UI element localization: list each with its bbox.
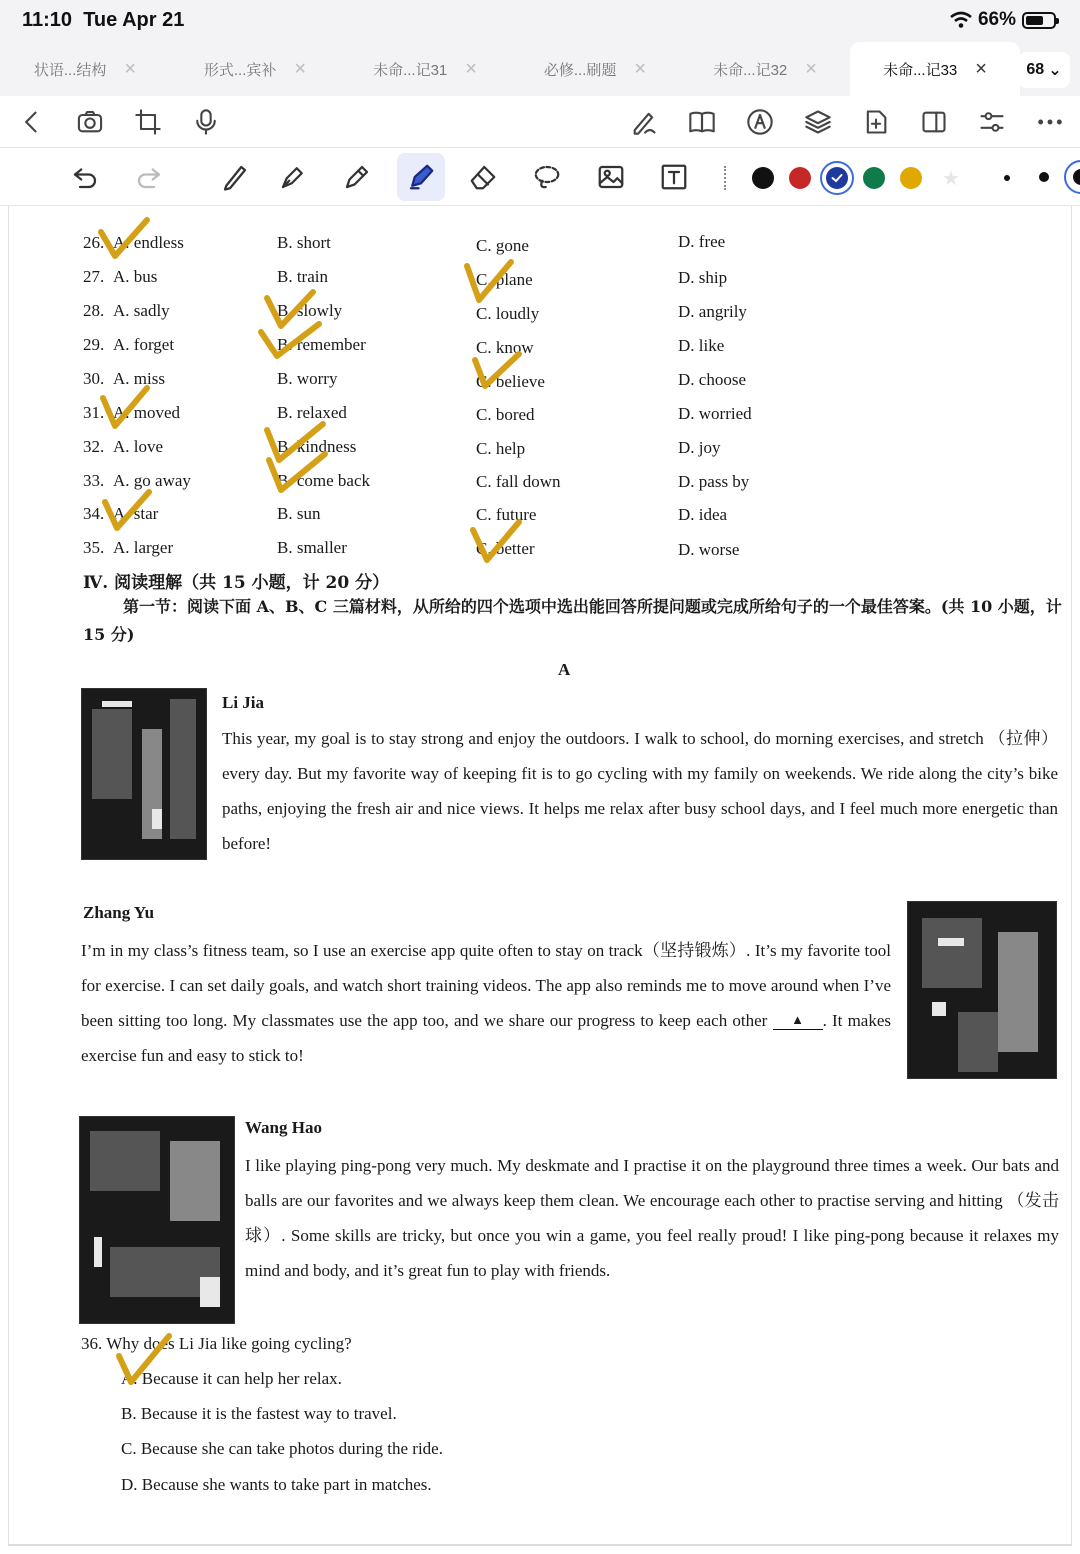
color-black[interactable] <box>752 167 774 189</box>
tab-overview-button[interactable] <box>1018 52 1070 88</box>
redo-icon[interactable] <box>132 160 166 194</box>
option-c: C. loudly <box>476 304 540 323</box>
option-b: B. short <box>277 233 331 252</box>
person-name: Zhang Yu <box>83 903 155 922</box>
question-number: 28. <box>83 301 105 320</box>
sidebar-toggle-icon[interactable] <box>918 106 950 138</box>
tab-label: 必修...刷题 <box>543 61 617 79</box>
question-number: 32. <box>83 437 105 456</box>
paragraph-text: I’m in my class’s fitness team, so I use an exercise app quite often to stay on track（坚持锻炼）. It’s my favorite tool for exercise. I can set daily goals, and watch short training videos. The app also reminds me to move around when I’ve been sitting too long. My classmates use the app too, and we share our progress to keep each other <box>81 941 891 1030</box>
option-a: A. sadly <box>113 301 170 320</box>
option-c: C. gone <box>476 236 529 255</box>
lasso-icon[interactable] <box>530 160 564 194</box>
handwriting-icon[interactable] <box>628 106 660 138</box>
option-c: C. believe <box>476 372 545 391</box>
status-time: 11:10 Tue Apr 21 <box>22 9 185 31</box>
wang-hao-photo <box>79 1116 235 1324</box>
option-d: D. worse <box>678 540 740 559</box>
person-name: Wang Hao <box>245 1118 322 1137</box>
tab-label: 未命...记32 <box>713 61 788 79</box>
pencil-icon[interactable] <box>218 160 252 194</box>
section-title: Ⅳ. 阅读理解（共 15 小题，计 20 分） <box>83 573 390 593</box>
paragraph-text: . It makes exercise fun and easy to stick to! <box>81 1011 892 1065</box>
option-d: D. worried <box>678 404 752 423</box>
battery-icon <box>1022 12 1056 29</box>
highlighter-icon[interactable] <box>397 153 445 201</box>
text-recognition-icon[interactable] <box>744 106 776 138</box>
close-icon[interactable]: × <box>805 57 817 80</box>
option-a: A. bus <box>113 267 158 286</box>
option-a: A. love <box>113 437 164 456</box>
option-d: D. joy <box>678 438 721 457</box>
close-icon[interactable]: × <box>634 57 647 80</box>
question-number: 35. <box>83 538 105 557</box>
option-a: A. larger <box>113 538 174 557</box>
page-bottom-edge <box>8 1544 1072 1546</box>
tab-label: 形式...宾补 <box>203 61 277 79</box>
question-36-option-c: C. Because she can take photos during the ride. <box>121 1439 443 1458</box>
option-c: C. future <box>476 505 537 524</box>
option-a: A. star <box>113 504 159 523</box>
book-icon[interactable] <box>686 106 718 138</box>
section-instruction: 第一节：阅读下面 A、B、C 三篇材料，从所给的四个选项中选出能回答所提问题或完成所给句子的一个最佳答案。(共 10 小题，计 15 分) <box>83 597 1062 644</box>
back-icon[interactable] <box>16 106 48 138</box>
color-red[interactable] <box>789 167 811 189</box>
eraser-icon[interactable] <box>466 160 500 194</box>
wifi-icon <box>950 11 972 29</box>
zhang-yu-photo <box>907 901 1057 1079</box>
li-jia-paragraph: This year, my goal is to stay strong and enjoy the outdoors. I walk to school, do morning exercises, and stretch （拉伸） every day. But my favorite way of keeping fit is to go cycling with my family on weekends. We ride along the city’s bike paths, enjoying the fresh air and nice views. It helps me relax after busy school days, and I feel much more energetic than before! <box>222 729 1058 853</box>
close-icon[interactable]: × <box>294 57 307 80</box>
person-name: Li Jia <box>222 693 265 712</box>
option-d: D. ship <box>678 268 728 287</box>
tab-bar <box>0 42 1080 96</box>
question-36-option-d: D. Because she wants to take part in matches. <box>121 1475 432 1494</box>
question-number: 34. <box>83 504 105 523</box>
add-page-icon[interactable] <box>860 106 892 138</box>
settings-sliders-icon[interactable] <box>976 106 1008 138</box>
option-d: D. free <box>678 232 726 251</box>
more-icon[interactable] <box>1034 106 1066 138</box>
option-a: A. forget <box>113 335 175 354</box>
question-number: 29. <box>83 335 105 354</box>
question-number: 26. <box>83 233 105 252</box>
tab-1[interactable] <box>0 42 170 96</box>
wang-hao-paragraph: I like playing ping-pong very much. My deskmate and I practise it on the playground three times a week. Our bats and balls are our favorites and we always keep them clean. We encourage each other to practise serving and hitting （发击球）. Some skills are tricky, but once you win a game, you feel really proud! I like ping-pong because it relaxes my mind and body, and it’s great fun to play with friends. <box>245 1156 1059 1280</box>
favorite-star-icon[interactable]: ★ <box>942 168 960 190</box>
stroke-size-medium[interactable] <box>1039 172 1049 182</box>
option-c: C. help <box>476 439 526 458</box>
layers-icon[interactable] <box>802 106 834 138</box>
toolbar-divider <box>724 166 726 190</box>
option-d: D. pass by <box>678 472 750 491</box>
option-d: D. idea <box>678 505 728 524</box>
option-a: A. endless <box>113 233 184 252</box>
question-36-stem: 36. Why does Li Jia like going cycling? <box>81 1334 352 1353</box>
check-icon <box>826 167 848 189</box>
battery-percent: 66% <box>977 9 1016 30</box>
option-b: B. remember <box>277 335 366 354</box>
color-green[interactable] <box>863 167 885 189</box>
tab-4[interactable] <box>510 42 680 96</box>
option-b: B. smaller <box>277 538 347 557</box>
image-icon[interactable] <box>594 160 628 194</box>
tab-5[interactable] <box>680 42 850 96</box>
tab-2[interactable] <box>170 42 340 96</box>
option-c: C. know <box>476 338 534 357</box>
battery-level <box>1026 16 1043 25</box>
tab-label: 未命...记31 <box>373 61 448 79</box>
option-b: B. sun <box>277 504 321 523</box>
tab-3[interactable] <box>340 42 510 96</box>
option-a: A. moved <box>113 403 181 422</box>
status-indicators <box>950 9 1056 31</box>
zhang-yu-paragraph <box>81 933 891 1073</box>
chevron-down-icon: ⌄ <box>1048 62 1062 79</box>
option-b: B. train <box>277 267 328 286</box>
close-icon[interactable]: × <box>975 57 987 80</box>
color-yellow[interactable] <box>900 167 922 189</box>
option-c: C. better <box>476 539 535 558</box>
option-b: B. come back <box>277 471 370 490</box>
main-toolbar <box>0 96 1080 148</box>
status-bar <box>0 0 1080 42</box>
question-number: 27. <box>83 267 105 286</box>
close-icon[interactable]: × <box>124 57 137 80</box>
undo-icon[interactable] <box>68 160 102 194</box>
microphone-icon[interactable] <box>190 106 222 138</box>
tab-label: 未命...记33 <box>883 61 958 79</box>
answer-blank <box>773 1011 823 1030</box>
close-icon[interactable]: × <box>465 57 477 80</box>
question-number: 33. <box>83 471 105 490</box>
text-box-icon[interactable] <box>657 160 691 194</box>
option-d: D. like <box>678 336 725 355</box>
tab-label: 状语...结构 <box>33 61 107 79</box>
question-number: 30. <box>83 369 105 388</box>
option-b: B. slowly <box>277 301 343 320</box>
stroke-size-dot <box>1073 169 1080 185</box>
option-a: A. go away <box>113 471 191 490</box>
option-b: B. kindness <box>277 437 357 456</box>
option-a: A. miss <box>113 369 165 388</box>
question-number: 31. <box>83 403 105 422</box>
crop-icon[interactable] <box>132 106 164 138</box>
brush-pen-icon[interactable] <box>340 160 374 194</box>
camera-icon[interactable] <box>74 106 106 138</box>
option-d: D. choose <box>678 370 746 389</box>
option-c: C. fall down <box>476 472 561 491</box>
tab-6-active[interactable] <box>850 42 1020 96</box>
document-page[interactable] <box>8 206 1072 1546</box>
option-c: C. plane <box>476 270 533 289</box>
fountain-pen-icon[interactable] <box>276 160 310 194</box>
option-c: C. bored <box>476 405 535 424</box>
color-blue-selected[interactable] <box>826 167 848 189</box>
option-b: B. worry <box>277 369 338 388</box>
option-b: B. relaxed <box>277 403 347 422</box>
blank-marker: ▲ <box>791 1012 804 1027</box>
passage-label: A <box>558 660 571 679</box>
question-36-option-a: A. Because it can help her relax. <box>121 1369 342 1388</box>
li-jia-photo <box>81 688 207 860</box>
question-36-option-b: B. Because it is the fastest way to travel. <box>121 1404 397 1423</box>
tab-count: 68 <box>1026 61 1045 78</box>
option-d: D. angrily <box>678 302 747 321</box>
stroke-size-small[interactable] <box>1004 175 1010 181</box>
